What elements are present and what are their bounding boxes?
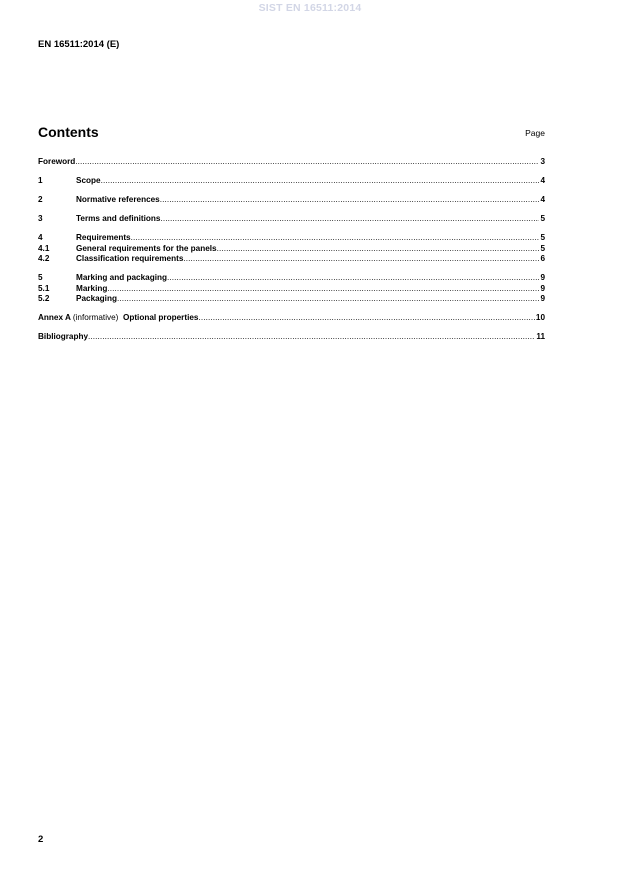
toc-entry-page: 5 bbox=[540, 243, 545, 253]
toc-entry-label: Classification requirements bbox=[76, 254, 184, 263]
toc-entry-label: Scope bbox=[76, 176, 101, 185]
toc-entry-page: 6 bbox=[540, 254, 545, 263]
toc-entry-number: 4.1 bbox=[38, 243, 50, 253]
toc-entry-normative-references[interactable] bbox=[38, 195, 545, 206]
toc-leader-dots bbox=[198, 313, 534, 322]
toc-leader-dots bbox=[131, 233, 540, 242]
toc-leader-dots bbox=[101, 176, 540, 185]
document-id: EN 16511:2014 (E) bbox=[38, 39, 120, 50]
toc-entry-general-requirements[interactable] bbox=[38, 244, 545, 255]
toc-entry-page: 9 bbox=[540, 294, 545, 303]
toc-entry-number: 4 bbox=[38, 233, 43, 242]
annex-type: (informative) bbox=[72, 313, 119, 322]
toc-entry-page: 9 bbox=[540, 273, 545, 282]
toc-leader-dots bbox=[160, 214, 539, 223]
toc-entry-label: General requirements for the panels bbox=[76, 243, 217, 253]
toc-entry-classification-requirements[interactable] bbox=[38, 254, 545, 265]
toc-entry-label: Normative references bbox=[76, 195, 160, 204]
toc-entry-number: 1 bbox=[38, 176, 43, 185]
toc-entry-page: 9 bbox=[540, 283, 545, 293]
toc-entry-label: Bibliography bbox=[38, 332, 89, 341]
toc-entry-number: 3 bbox=[38, 214, 43, 223]
toc-entry-page: 11 bbox=[536, 332, 545, 341]
toc-entry-page: 4 bbox=[540, 195, 545, 204]
toc-leader-dots bbox=[88, 332, 535, 341]
table-of-contents bbox=[38, 157, 545, 343]
toc-leader-dots bbox=[75, 157, 539, 166]
annex-label: Annex A bbox=[38, 313, 71, 322]
toc-entry-page: 3 bbox=[540, 157, 545, 166]
toc-entry-packaging[interactable] bbox=[38, 294, 545, 305]
toc-leader-dots bbox=[160, 195, 540, 204]
toc-entry-page: 10 bbox=[535, 313, 545, 322]
toc-entry-page: 4 bbox=[540, 176, 545, 185]
toc-entry-annex-a[interactable] bbox=[38, 313, 545, 324]
page-number: 2 bbox=[38, 834, 44, 845]
toc-entry-requirements[interactable] bbox=[38, 233, 545, 244]
toc-entry-marking-and-packaging[interactable] bbox=[38, 273, 545, 284]
toc-leader-dots bbox=[107, 284, 539, 293]
toc-entry-label: Marking and packaging bbox=[76, 273, 167, 282]
toc-entry-terms-and-definitions[interactable] bbox=[38, 214, 545, 225]
toc-entry-number: 2 bbox=[38, 195, 43, 204]
toc-leader-dots bbox=[183, 254, 539, 263]
toc-entry-scope[interactable] bbox=[38, 176, 545, 187]
toc-entry-number: 4.2 bbox=[38, 254, 50, 263]
toc-leader-dots bbox=[217, 244, 540, 253]
toc-entry-label bbox=[38, 313, 198, 322]
toc-entry-label: Packaging bbox=[76, 294, 117, 303]
page-column-label: Page bbox=[525, 128, 545, 138]
toc-entry-label: Requirements bbox=[76, 233, 131, 242]
watermark: SIST EN 16511:2014 bbox=[258, 2, 362, 14]
toc-entry-label: Foreword bbox=[38, 157, 76, 166]
annex-title: Optional properties bbox=[122, 313, 199, 322]
toc-entry-label: Marking bbox=[76, 283, 108, 293]
toc-entry-page: 5 bbox=[540, 214, 545, 223]
toc-entry-page: 5 bbox=[540, 233, 545, 242]
toc-entry-number: 5 bbox=[38, 273, 43, 282]
contents-title: Contents bbox=[38, 124, 99, 140]
toc-entry-number: 5.2 bbox=[38, 294, 50, 303]
toc-leader-dots bbox=[167, 273, 539, 282]
toc-entry-bibliography[interactable] bbox=[38, 332, 545, 343]
toc-entry-marking[interactable] bbox=[38, 284, 545, 295]
toc-entry-label: Terms and definitions bbox=[76, 214, 161, 223]
toc-entry-number: 5.1 bbox=[38, 283, 50, 293]
toc-entry-foreword[interactable] bbox=[38, 157, 545, 168]
toc-leader-dots bbox=[117, 294, 539, 303]
